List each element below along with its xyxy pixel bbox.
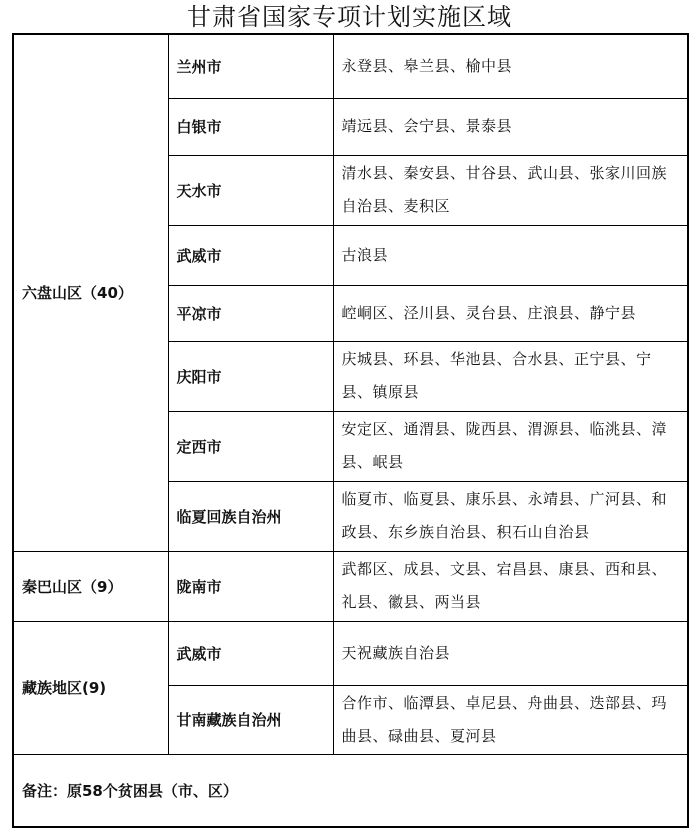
- city-cell: 兰州市: [168, 34, 333, 98]
- table-row: [13, 621, 688, 685]
- region-cell-qinba: 秦巴山区（9）: [13, 551, 168, 621]
- note-cell: 备注：原58个贫困县（市、区）: [13, 754, 688, 827]
- city-cell: 武威市: [168, 621, 333, 685]
- city-cell: 定西市: [168, 411, 333, 481]
- table-row: [13, 551, 688, 621]
- counties-cell: 临夏市、临夏县、康乐县、永靖县、广河县、和政县、东乡族自治县、积石山自治县: [333, 481, 688, 551]
- counties-cell: 武都区、成县、文县、宕昌县、康县、西和县、礼县、徽县、两当县: [333, 551, 688, 621]
- city-cell: 武威市: [168, 225, 333, 285]
- city-cell: 临夏回族自治州: [168, 481, 333, 551]
- city-cell: 白银市: [168, 98, 333, 155]
- table-row: [13, 754, 688, 827]
- counties-cell: 天祝藏族自治县: [333, 621, 688, 685]
- counties-cell: 靖远县、会宁县、景泰县: [333, 98, 688, 155]
- counties-cell: 永登县、皋兰县、榆中县: [333, 34, 688, 98]
- city-cell: 平凉市: [168, 285, 333, 341]
- city-cell: 庆阳市: [168, 341, 333, 411]
- city-cell: 陇南市: [168, 551, 333, 621]
- page-title: 甘肃省国家专项计划实施区域: [187, 3, 512, 31]
- counties-cell: 合作市、临潭县、卓尼县、舟曲县、迭部县、玛曲县、碌曲县、夏河县: [333, 685, 688, 754]
- city-cell: 甘南藏族自治州: [168, 685, 333, 754]
- city-cell: 天水市: [168, 155, 333, 225]
- counties-cell: 崆峒区、泾川县、灵台县、庄浪县、静宁县: [333, 285, 688, 341]
- region-cell-tibetan: 藏族地区(9): [13, 621, 168, 754]
- table-row: [13, 34, 688, 98]
- region-cell-liupanshan: 六盘山区（40）: [13, 34, 168, 551]
- counties-cell: 清水县、秦安县、甘谷县、武山县、张家川回族自治县、麦积区: [333, 155, 688, 225]
- counties-cell: 安定区、通渭县、陇西县、渭源县、临洮县、漳县、岷县: [333, 411, 688, 481]
- implementation-area-table: [12, 33, 689, 828]
- counties-cell: 古浪县: [333, 225, 688, 285]
- counties-cell: 庆城县、环县、华池县、合水县、正宁县、宁县、镇原县: [333, 341, 688, 411]
